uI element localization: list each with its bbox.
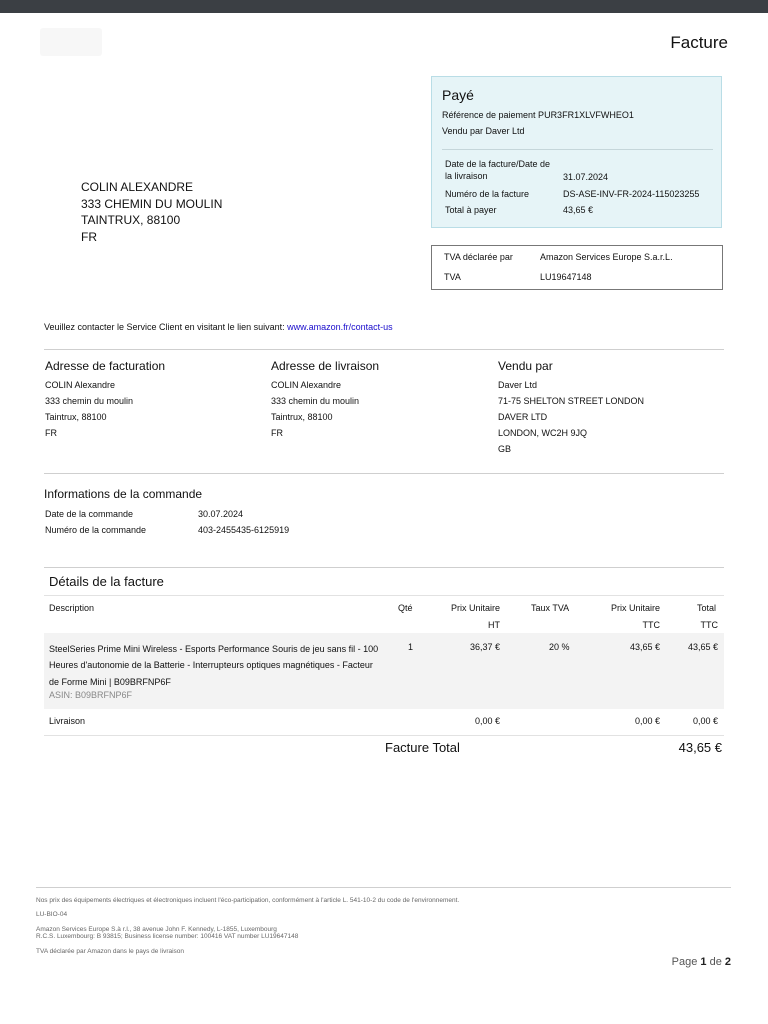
- divider: [36, 887, 731, 888]
- seller-line: 71-75 SHELTON STREET LONDON: [498, 396, 645, 406]
- page-total: 2: [724, 956, 731, 968]
- seller-line: Daver Ltd: [498, 380, 538, 390]
- divider: [442, 149, 713, 150]
- vat-info-box: [431, 245, 723, 290]
- payment-reference: Référence de paiement PUR3FR1XLVFWHEO1: [442, 110, 634, 120]
- vat-declared-by-label: TVA déclarée par: [444, 252, 513, 262]
- col-total: Total: [696, 603, 716, 613]
- item-unit-ht: 36,37 €: [469, 642, 500, 652]
- payment-summary-box: [431, 76, 722, 228]
- shipping-line: 333 chemin du moulin: [271, 396, 360, 406]
- item-unit-ttc: 43,65 €: [629, 642, 660, 652]
- page-separator: de: [706, 956, 725, 968]
- invoice-date-label-line1: Date de la facture/Date de: [445, 159, 551, 169]
- seller-line: GB: [498, 444, 512, 454]
- top-bar: [0, 0, 768, 13]
- document-title: Facture: [670, 33, 728, 52]
- shipping-address: [271, 359, 379, 441]
- invoice-total: 43,65 €: [678, 740, 722, 755]
- footer-company-address: Amazon Services Europe S.à r.l., 38 avenue John F. Kennedy, L-1855, Luxembourg: [36, 926, 277, 933]
- invoice-date: 31.07.2024: [563, 172, 609, 182]
- payment-sold-by: Vendu par Daver Ltd: [442, 126, 525, 136]
- footer-code: LU-BIO-04: [36, 911, 68, 918]
- shipping-unit-ht: 0,00 €: [474, 716, 500, 726]
- col-total-suffix: TTC: [700, 620, 718, 630]
- item-description: SteelSeries Prime Mini Wireless - Esports Performance Souris de jeu sans fil - 100 Heures d'autonomie de la Batterie - Interrupteurs optiques magnétiques - Facteur de Forme Mini | B09BRFNP6F: [49, 644, 379, 687]
- contact-link[interactable]: www.amazon.fr/contact-us: [287, 322, 393, 332]
- order-date-label: Date de la commande: [45, 509, 134, 519]
- shipping-line: COLIN Alexandre: [271, 380, 342, 390]
- recipient-name: COLIN ALEXANDRE: [81, 180, 194, 194]
- billing-heading: Adresse de facturation: [45, 359, 166, 373]
- divider: [44, 349, 724, 350]
- total-due: 43,65 €: [563, 205, 594, 215]
- shipping-line: FR: [271, 428, 283, 438]
- col-vat-rate: Taux TVA: [531, 603, 570, 613]
- divider: [44, 567, 724, 568]
- seller-address: [498, 359, 644, 457]
- col-unit-ttc-suffix: TTC: [642, 620, 660, 630]
- payment-status: Payé: [442, 87, 474, 103]
- billing-line: 333 chemin du moulin: [45, 396, 134, 406]
- footer-eco-notice: Nos prix des équipements électriques et électroniques incluent l'éco-participation, conformément à l'article L. 541-10-2 du code de l'environnement.: [36, 897, 460, 904]
- vat-label: TVA: [444, 272, 461, 282]
- billing-line: FR: [45, 428, 57, 438]
- recipient-country: FR: [81, 229, 97, 244]
- divider: [44, 473, 724, 474]
- invoice-details-heading: Détails de la facture: [49, 574, 164, 589]
- footer-registration: R.C.S. Luxembourg: B 93815; Business license number: 100416 VAT number LU19647148: [36, 933, 299, 940]
- page-current: 1: [700, 956, 707, 968]
- invoice-total-label: Facture Total: [385, 740, 460, 755]
- order-number-label: Numéro de la commande: [45, 525, 147, 535]
- billing-line: Taintrux, 88100: [45, 412, 107, 422]
- item-asin: ASIN: B09BRFNP6F: [49, 690, 133, 700]
- billing-address: [45, 359, 165, 441]
- item-total-ttc: 43,65 €: [687, 642, 718, 652]
- billing-line: COLIN Alexandre: [45, 380, 116, 390]
- page-prefix: Page: [671, 956, 701, 968]
- logo: [40, 28, 102, 56]
- seller-heading: Vendu par: [498, 359, 553, 373]
- seller-line: DAVER LTD: [498, 412, 548, 422]
- vat-declared-by: Amazon Services Europe S.a.r.L.: [540, 252, 673, 262]
- invoice-date-label-line2: la livraison: [445, 170, 488, 181]
- contact-notice: [44, 322, 393, 332]
- contact-text: Veuillez contacter le Service Client en visitant le lien suivant:: [44, 322, 288, 332]
- col-description: Description: [49, 603, 95, 613]
- shipping-unit-ttc: 0,00 €: [634, 716, 660, 726]
- item-qty: 1: [408, 642, 414, 652]
- col-unit-ht-suffix: HT: [488, 620, 500, 630]
- recipient-city: TAINTRUX, 88100: [81, 213, 181, 227]
- shipping-total-ttc: 0,00 €: [692, 716, 718, 726]
- divider: [44, 735, 724, 736]
- footer-vat-notice: TVA déclarée par Amazon dans le pays de livraison: [36, 948, 185, 955]
- col-unit-ht: Prix Unitaire: [450, 603, 500, 613]
- order-number: 403-2455435-6125919: [198, 525, 290, 535]
- seller-line: LONDON, WC2H 9JQ: [498, 428, 588, 438]
- shipping-heading: Adresse de livraison: [271, 359, 380, 373]
- invoice-number: DS-ASE-INV-FR-2024-115023255: [563, 189, 700, 199]
- order-info-heading: Informations de la commande: [44, 487, 203, 501]
- col-qty: Qté: [398, 603, 413, 613]
- recipient-address: [81, 179, 222, 245]
- order-date: 30.07.2024: [198, 509, 244, 519]
- invoice-number-label: Numéro de la facture: [445, 189, 530, 199]
- invoice-date-label: [445, 159, 550, 182]
- shipping-line: Taintrux, 88100: [271, 412, 333, 422]
- vat-number: LU19647148: [540, 272, 592, 282]
- item-vat-rate: 20 %: [549, 642, 570, 652]
- recipient-street: 333 CHEMIN DU MOULIN: [81, 196, 223, 211]
- page-indicator: [672, 956, 731, 968]
- total-due-label: Total à payer: [445, 205, 497, 215]
- shipping-row-label: Livraison: [49, 716, 86, 726]
- divider: [44, 595, 724, 596]
- col-unit-ttc: Prix Unitaire: [610, 603, 660, 613]
